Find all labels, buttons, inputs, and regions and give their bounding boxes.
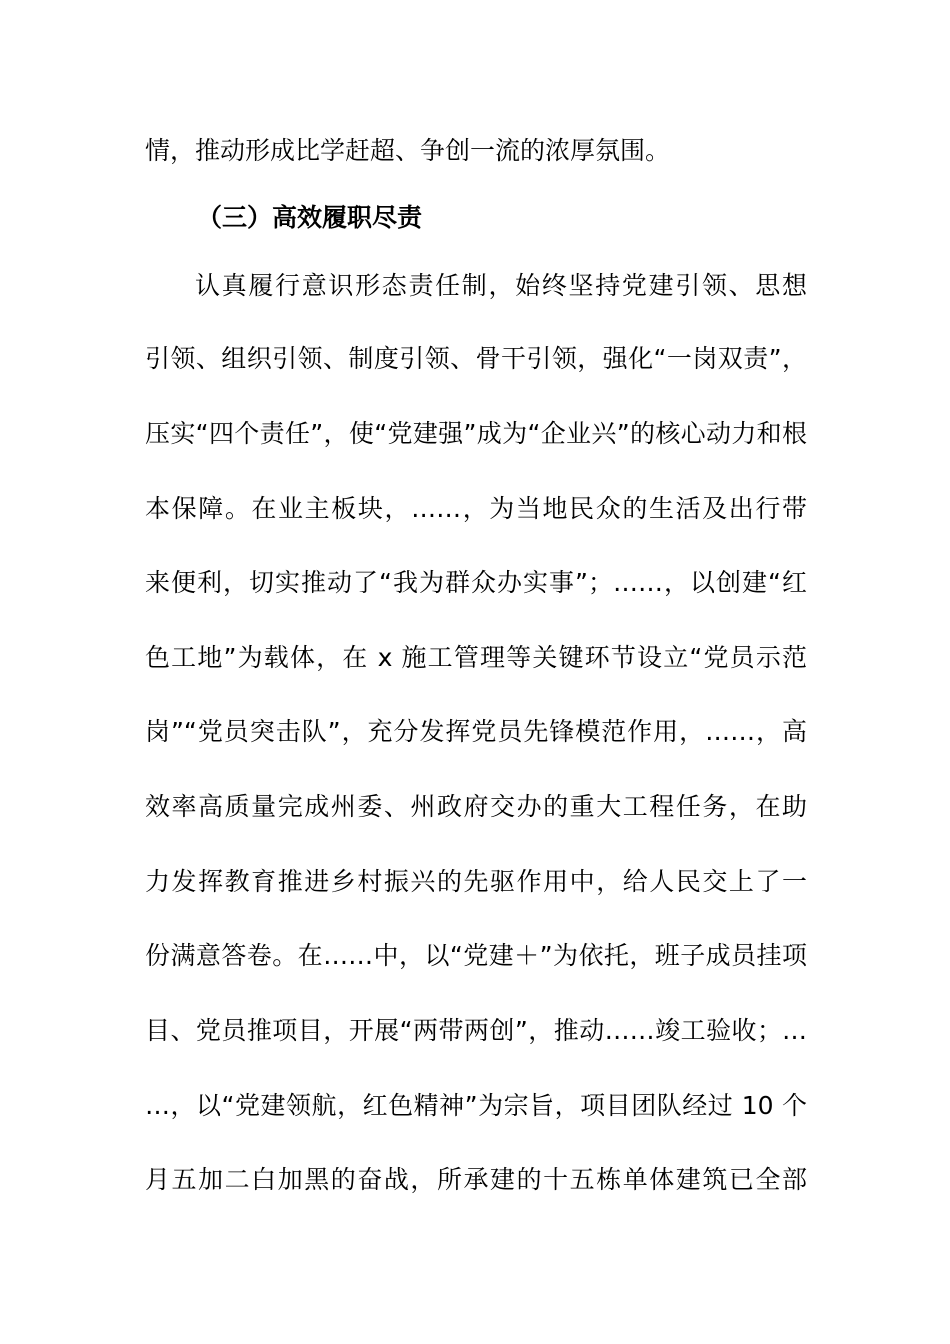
paragraph-line: 压实“四个责任”，使“党建强”成为“企业兴”的核心动力和根 bbox=[145, 419, 807, 448]
paragraph-line: 本保障。在业主板块，……，为当地民众的生活及出行带 bbox=[145, 494, 807, 523]
section-heading: （三）高效履职尽责 bbox=[197, 203, 423, 232]
paragraph-line: 月五加二白加黑的奋战，所承建的十五栋单体建筑已全部 bbox=[145, 1165, 807, 1194]
paragraph-line: 认真履行意识形态责任制，始终坚持党建引领、思想 bbox=[195, 271, 807, 300]
paragraph-line: 目、党员推项目，开展“两带两创”，推动……竣工验收；… bbox=[145, 1016, 807, 1045]
paragraph-line: 来便利，切实推动了“我为群众办实事”；……，以创建“红 bbox=[145, 568, 807, 597]
paragraph-line: …，以“党建领航，红色精神”为宗旨，项目团队经过 10 个 bbox=[145, 1091, 807, 1120]
paragraph-line: 力发挥教育推进乡村振兴的先驱作用中，给人民交上了一 bbox=[145, 867, 807, 896]
paragraph-line: 效率高质量完成州委、州政府交办的重大工程任务，在助 bbox=[145, 792, 807, 821]
paragraph-line: 色工地”为载体，在 x 施工管理等关键环节设立“党员示范 bbox=[145, 643, 807, 672]
paragraph-line: 份满意答卷。在……中，以“党建＋”为依托，班子成员挂项 bbox=[145, 941, 807, 970]
paragraph-line: 情，推动形成比学赶超、争创一流的浓厚氛围。 bbox=[145, 136, 671, 165]
paragraph-line: 岗”“党员突击队”，充分发挥党员先锋模范作用，……，高 bbox=[145, 717, 807, 746]
paragraph-line: 引领、组织引领、制度引领、骨干引领，强化“一岗双责”， bbox=[145, 344, 807, 373]
